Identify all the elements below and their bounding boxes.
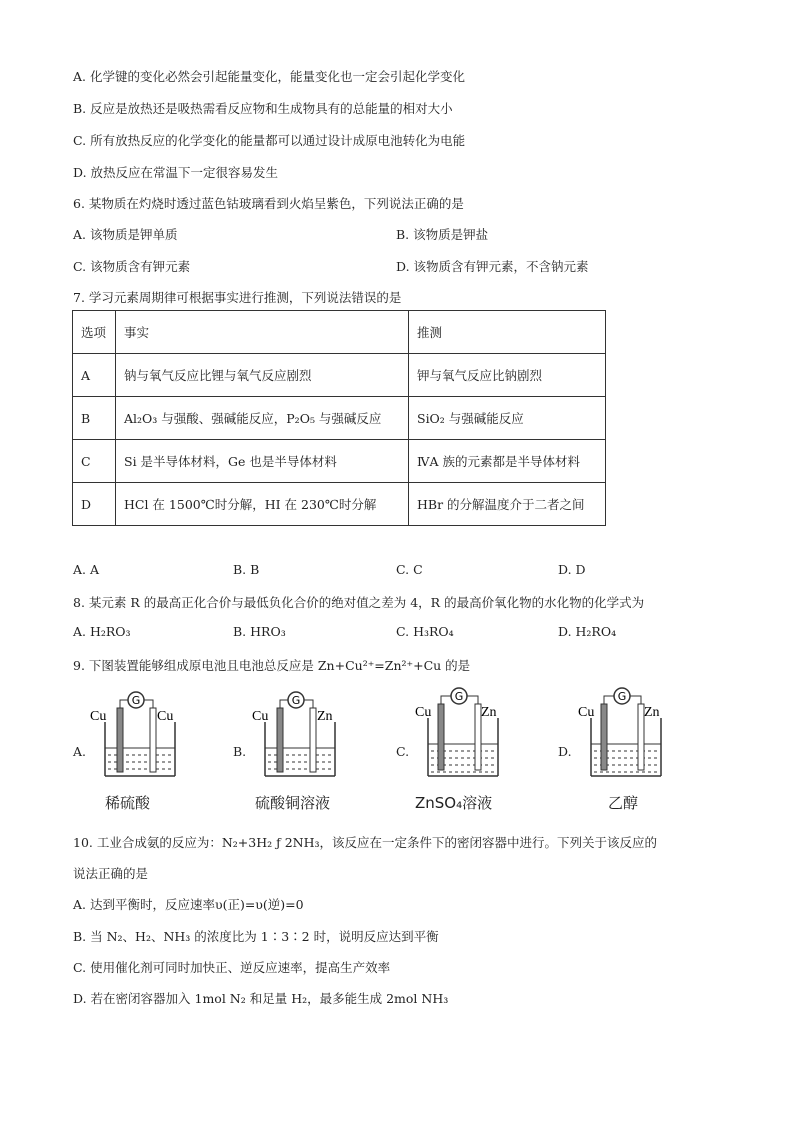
row-c-inference: ⅣA 族的元素都是半导体材料 xyxy=(409,440,606,483)
device-a-solution: 稀硫酸 xyxy=(105,794,151,812)
q8-option-c: C. H₃RO₄ xyxy=(396,624,454,639)
row-d-inference: HBr 的分解温度介于二者之间 xyxy=(409,483,606,526)
left-electrode-label: Cu xyxy=(415,705,432,720)
q9-stem: 9. 下图装置能够组成原电池且电池总反应是 Zn+Cu²⁺=Zn²⁺+Cu 的是 xyxy=(73,658,471,673)
q8-option-d: D. H₂RO₄ xyxy=(558,624,617,639)
row-d-option: D xyxy=(73,483,116,526)
table-row xyxy=(73,483,606,526)
device-d-label: D. xyxy=(558,744,572,759)
galvanometer-g-label: G xyxy=(617,690,627,703)
q8-option-b: B. HRO₃ xyxy=(233,624,286,639)
row-b-fact: Al₂O₃ 与强酸、强碱能反应，P₂O₅ 与强碱反应 xyxy=(116,397,409,440)
header-option: 选项 xyxy=(73,311,116,354)
row-a-option: A xyxy=(73,354,116,397)
device-a-label: A. xyxy=(73,744,87,759)
q5-option-a: A. 化学键的变化必然会引起能量变化，能量变化也一定会引起化学变化 xyxy=(73,69,465,84)
q5-option-c: C. 所有放热反应的化学变化的能量都可以通过设计成原电池转化为电能 xyxy=(73,133,466,148)
q6-option-d: D. 该物质含有钾元素，不含钠元素 xyxy=(396,259,589,274)
q7-option-a: A. A xyxy=(73,562,100,577)
q10-option-c: C. 使用催化剂可同时加快正、逆反应速率，提高生产效率 xyxy=(73,960,391,975)
q7-option-c: C. C xyxy=(396,562,423,577)
q8-stem: 8. 某元素 R 的最高正化合价与最低负化合价的绝对值之差为 4，R 的最高价氧化物的水化物的化学式为 xyxy=(73,595,645,610)
q7-option-b: B. B xyxy=(233,562,260,577)
row-a-fact: 钠与氧气反应比锂与氧气反应剧烈 xyxy=(116,354,409,397)
right-electrode-label: Zn xyxy=(317,709,333,724)
device-c-diagram xyxy=(413,684,513,784)
q7-stem: 7. 学习元素周期律可根据事实进行推测，下列说法错误的是 xyxy=(73,290,402,305)
q6-option-b: B. 该物质是钾盐 xyxy=(396,227,489,242)
q10-stem-line1: 10. 工业合成氨的反应为：N₂+3H₂ ƒ 2NH₃，该反应在一定条件下的密闭容器中进行。下列关于该反应的 xyxy=(73,835,658,850)
q10-option-a: A. 达到平衡时，反应速率υ(正)=υ(逆)=0 xyxy=(73,897,304,912)
header-inference: 推测 xyxy=(409,311,606,354)
row-b-inference: SiO₂ 与强碱能反应 xyxy=(409,397,606,440)
device-c-label: C. xyxy=(396,744,410,759)
table-row xyxy=(73,354,606,397)
q5-option-b: B. 反应是放热还是吸热需看反应物和生成物具有的总能量的相对大小 xyxy=(73,101,453,116)
table-row xyxy=(73,397,606,440)
right-electrode-label: Cu xyxy=(157,709,174,724)
q6-option-c: C. 该物质含有钾元素 xyxy=(73,259,191,274)
left-electrode-label: Cu xyxy=(578,705,595,720)
row-c-fact: Si 是半导体材料，Ge 也是半导体材料 xyxy=(116,440,409,483)
galvanometer-g-label: G xyxy=(454,690,464,703)
q6-stem: 6. 某物质在灼烧时透过蓝色钴玻璃看到火焰呈紫色，下列说法正确的是 xyxy=(73,196,464,211)
q8-option-a: A. H₂RO₃ xyxy=(73,624,131,639)
device-b-diagram xyxy=(250,688,350,788)
row-a-inference: 钾与氧气反应比钠剧烈 xyxy=(409,354,606,397)
q10-option-b: B. 当 N₂、H₂、NH₃ 的浓度比为 1∶3∶2 时，说明反应达到平衡 xyxy=(73,929,439,944)
left-electrode-label: Cu xyxy=(252,709,269,724)
device-d-solution: 乙醇 xyxy=(608,794,639,812)
device-a-diagram xyxy=(90,688,190,788)
row-c-option: C xyxy=(73,440,116,483)
q6-option-a: A. 该物质是钾单质 xyxy=(73,227,178,242)
left-electrode-label: Cu xyxy=(90,709,107,724)
device-b-solution: 硫酸铜溶液 xyxy=(255,794,331,812)
device-c-solution: ZnSO₄溶液 xyxy=(415,794,493,812)
q7-table xyxy=(72,310,606,526)
device-b-label: B. xyxy=(233,744,247,759)
galvanometer-g-label: G xyxy=(291,694,301,707)
table-row xyxy=(73,440,606,483)
right-electrode-label: Zn xyxy=(644,705,660,720)
table-header-row xyxy=(73,311,606,354)
device-d-diagram xyxy=(576,684,676,784)
row-d-fact: HCl 在 1500℃时分解，HI 在 230℃时分解 xyxy=(116,483,409,526)
row-b-option: B xyxy=(73,397,116,440)
right-electrode-label: Zn xyxy=(481,705,497,720)
header-fact: 事实 xyxy=(116,311,409,354)
q7-option-d: D. D xyxy=(558,562,586,577)
q10-option-d: D. 若在密闭容器加入 1mol N₂ 和足量 H₂，最多能生成 2mol NH₃ xyxy=(73,991,449,1006)
galvanometer-g-label: G xyxy=(131,694,141,707)
q5-option-d: D. 放热反应在常温下一定很容易发生 xyxy=(73,165,279,180)
q10-stem-line2: 说法正确的是 xyxy=(73,866,149,881)
